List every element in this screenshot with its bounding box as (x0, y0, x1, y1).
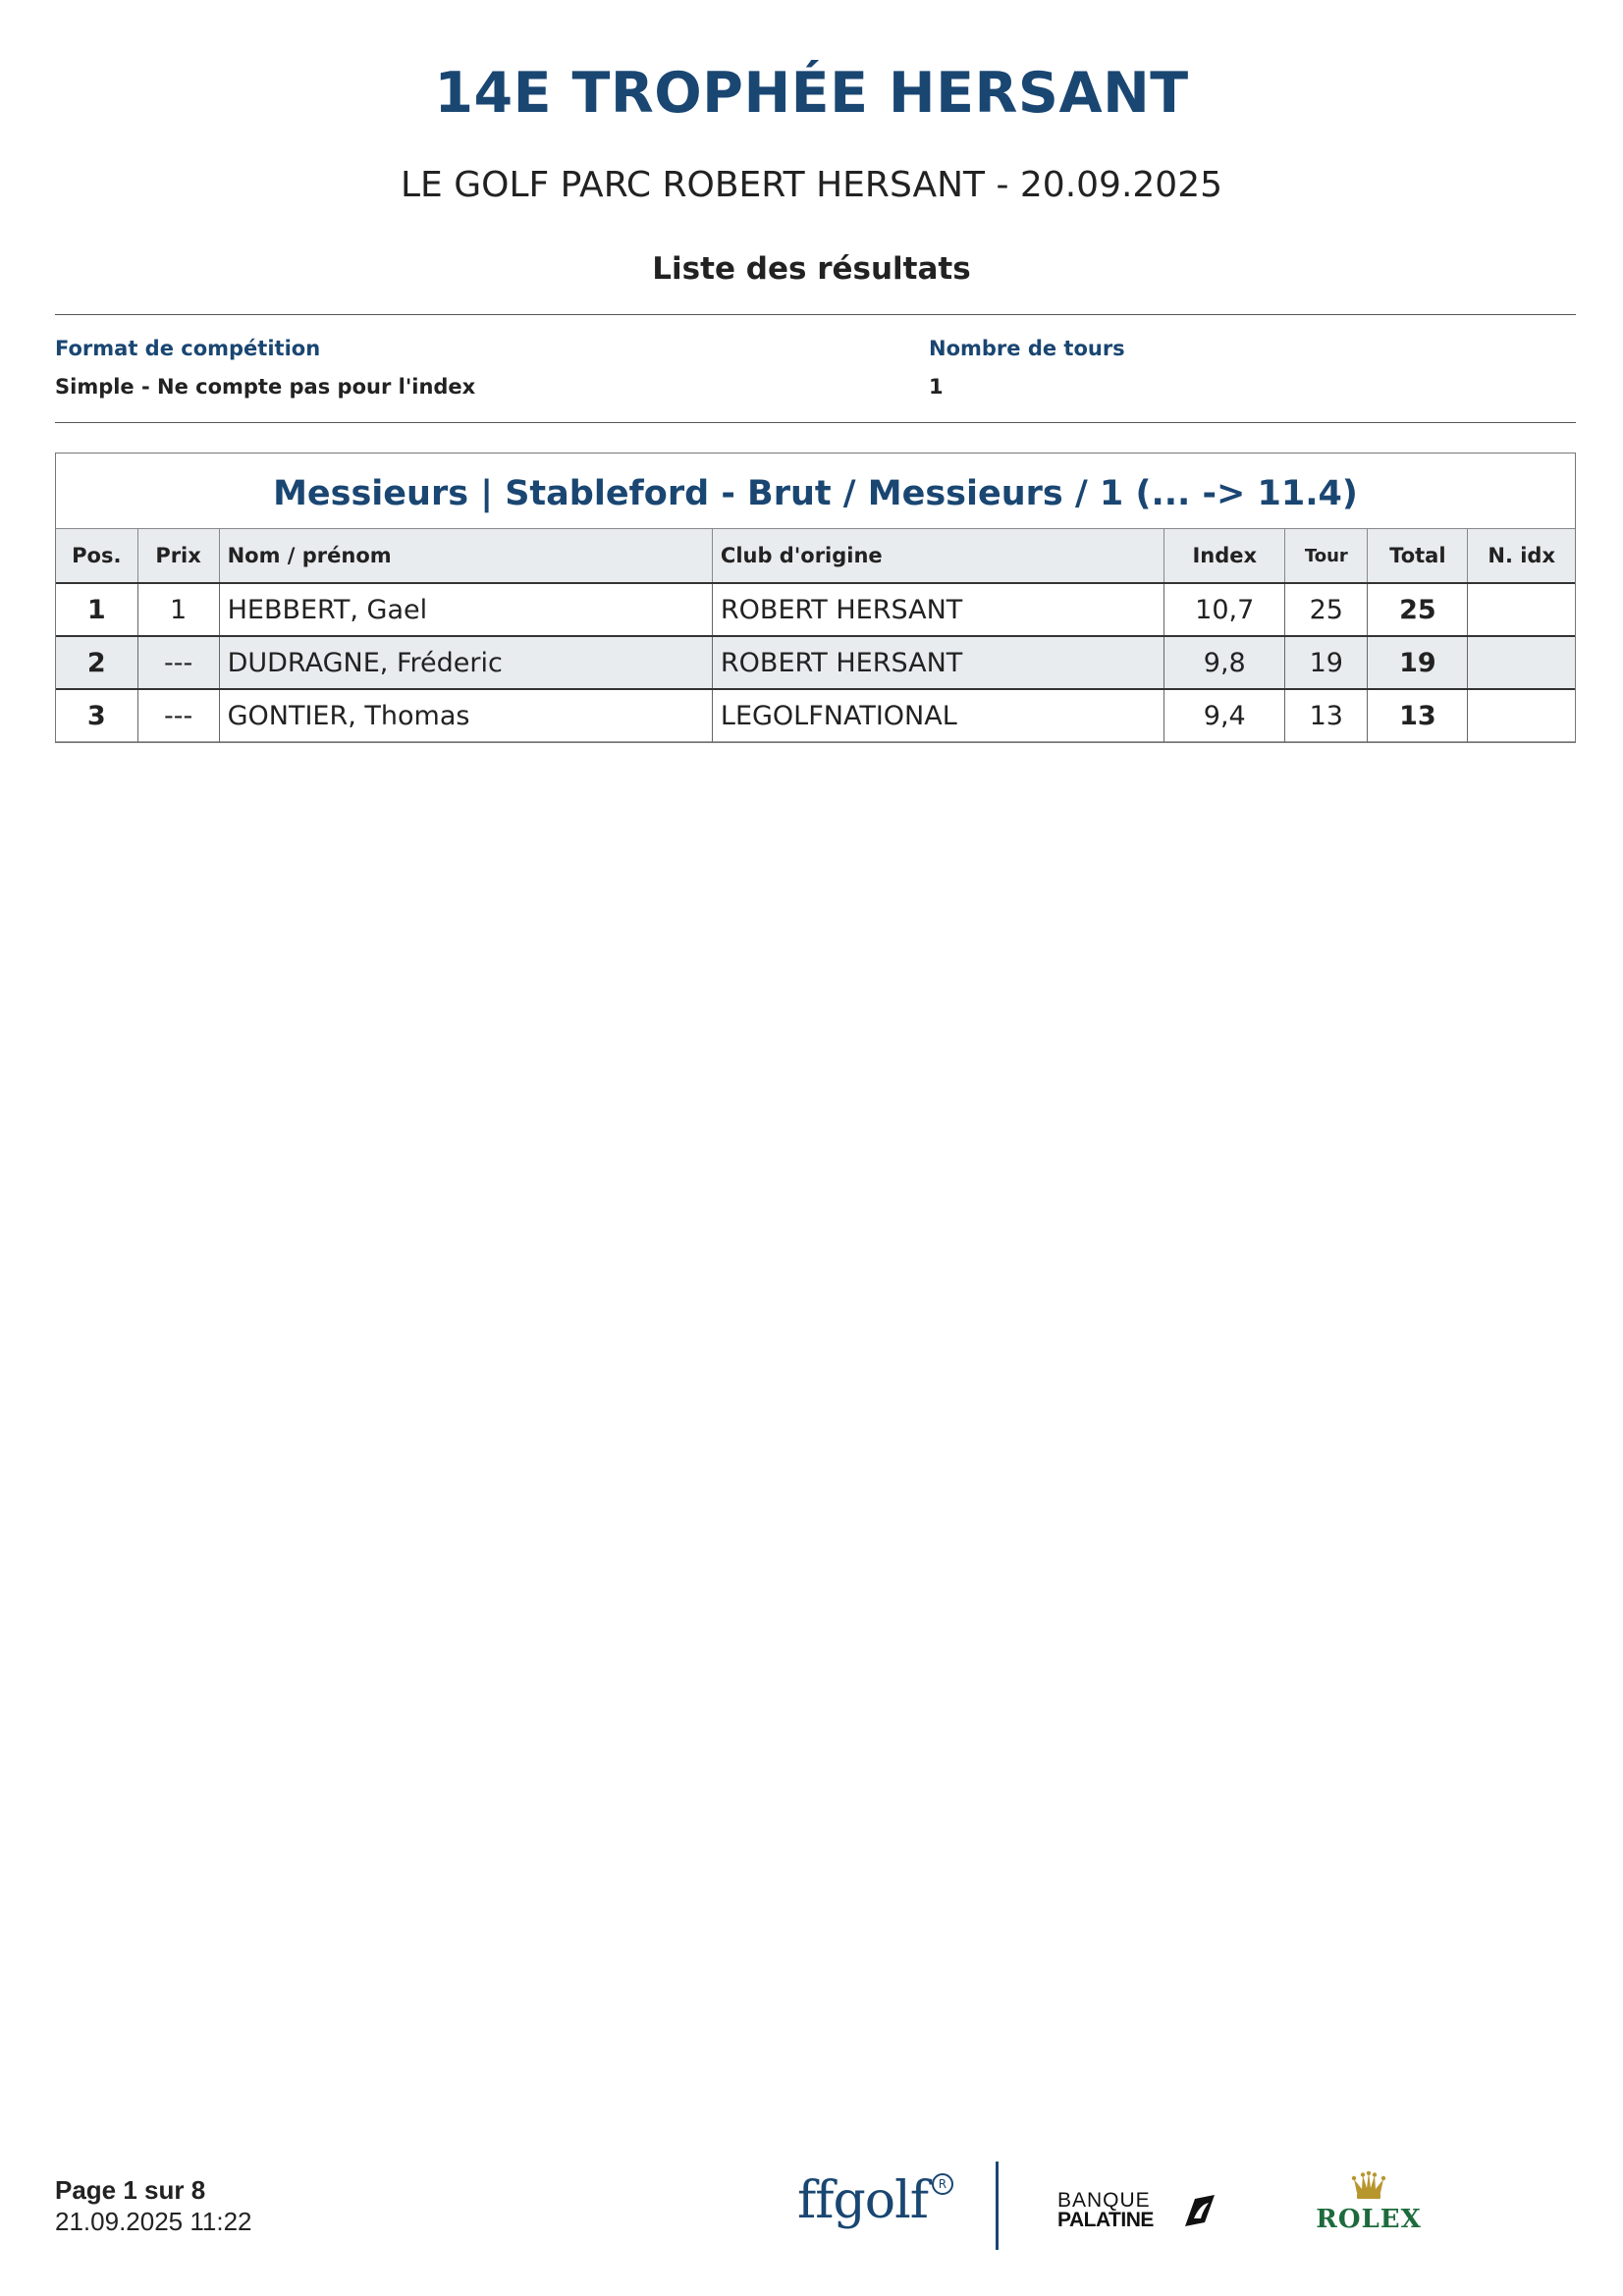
rolex-crown-icon (1351, 2171, 1386, 2201)
table-row (56, 689, 1575, 742)
cell-tour: 19 (1285, 636, 1368, 689)
banque-logo-line1: BANQUE (1057, 2189, 1151, 2212)
cell-club: LEGOLFNATIONAL (712, 689, 1163, 742)
cell-pos: 3 (86, 700, 106, 731)
results-table-box (55, 453, 1576, 743)
cell-name: DUDRAGNE, Fréderic (219, 636, 712, 689)
col-header-name: Nom / prénom (219, 529, 712, 583)
rolex-logo-text: ROLEX (1316, 2205, 1422, 2234)
registered-icon: R (932, 2173, 953, 2195)
list-title: Liste des résultats (652, 251, 971, 287)
cell-club: ROBERT HERSANT (712, 636, 1163, 689)
banque-palatine-logo-icon (1181, 2193, 1217, 2228)
cell-total: 25 (1368, 583, 1468, 636)
format-value: Simple - Ne compte pas pour l'index (55, 375, 476, 399)
ffgolf-logo-text: ffgolf (797, 2171, 928, 2230)
cell-nidx (1468, 583, 1575, 636)
results-caption: Messieurs | Stableford - Brut / Messieurs / 1 (... -> 11.4) (56, 454, 1575, 529)
cell-pos: 2 (56, 636, 137, 689)
sponsor-divider (996, 2162, 999, 2250)
banque-palatine-logo (1057, 2191, 1154, 2230)
page-title: 14E TROPHÉE HERSANT (434, 61, 1189, 126)
top-divider (55, 314, 1576, 315)
col-header-index: Index (1164, 529, 1285, 583)
ffgolf-logo (797, 2171, 947, 2230)
banque-logo-line2: PALATINE (1057, 2209, 1154, 2231)
rounds-label: Nombre de tours (929, 337, 1125, 360)
table-row (56, 636, 1575, 689)
table-row (56, 583, 1575, 636)
cell-index: 9,8 (1164, 636, 1285, 689)
cell-name: GONTIER, Thomas (219, 689, 712, 742)
cell-prix: --- (137, 636, 219, 689)
format-label: Format de compétition (55, 337, 321, 360)
cell-nidx (1468, 689, 1575, 742)
cell-name: HEBBERT, Gael (219, 583, 712, 636)
cell-tour: 13 (1285, 689, 1368, 742)
meta-divider (55, 422, 1576, 423)
cell-pos: 1 (86, 594, 106, 625)
cell-nidx (1468, 636, 1575, 689)
cell-index: 10,7 (1164, 583, 1285, 636)
col-header-tour: Tour (1285, 529, 1368, 583)
rolex-logo (1311, 2171, 1427, 2234)
col-header-pos: Pos. (56, 529, 137, 583)
cell-total: 19 (1368, 636, 1468, 689)
event-subtitle: LE GOLF PARC ROBERT HERSANT - 20.09.2025 (400, 165, 1223, 205)
table-header-row (56, 529, 1575, 583)
page-number: Page 1 sur 8 (55, 2175, 206, 2205)
col-header-total: Total (1368, 529, 1468, 583)
cell-club: ROBERT HERSANT (712, 583, 1163, 636)
results-table (56, 529, 1575, 742)
col-header-prix: Prix (137, 529, 219, 583)
cell-prix: --- (137, 689, 219, 742)
rounds-value: 1 (929, 375, 944, 399)
col-header-nidx: N. idx (1468, 529, 1575, 583)
print-timestamp: 21.09.2025 11:22 (55, 2207, 252, 2236)
cell-total: 13 (1368, 689, 1468, 742)
cell-tour: 25 (1285, 583, 1368, 636)
col-header-club: Club d'origine (712, 529, 1163, 583)
cell-index: 9,4 (1164, 689, 1285, 742)
cell-prix: 1 (137, 583, 219, 636)
